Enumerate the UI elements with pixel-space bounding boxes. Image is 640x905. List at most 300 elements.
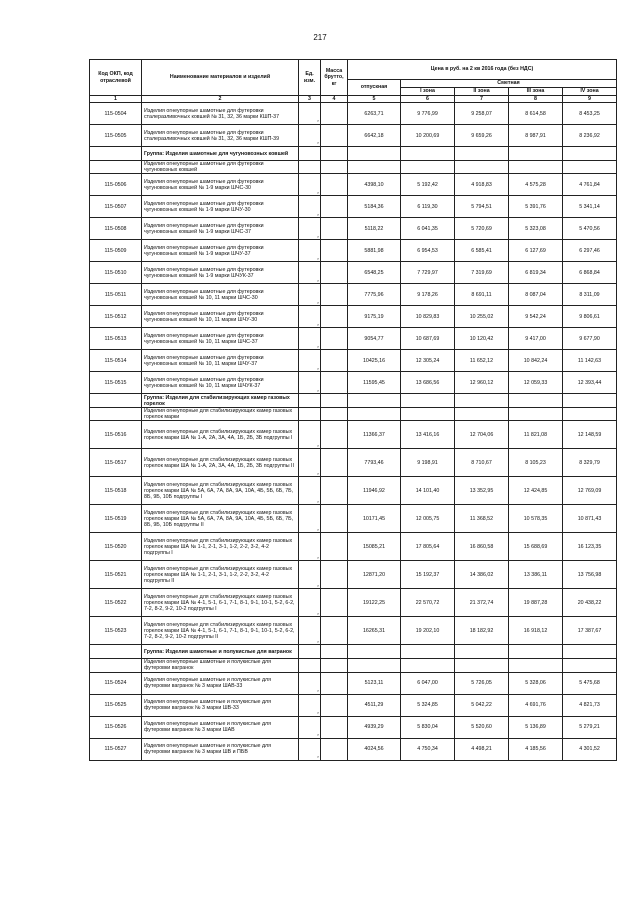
price-release: 12871,20: [348, 561, 401, 589]
price-zone-4: 5 341,14: [563, 196, 617, 218]
item-name: Изделия огнеупорные для стабилизирующих камер газовых горелок марки ША № 1-1, 2-1, 3-1, 1-2, 2-2, 3-2, 4-2 подгруппы II: [142, 561, 299, 589]
empty-cell: [563, 659, 617, 672]
price-zone-4: 11 142,63: [563, 350, 617, 372]
item-code: 115-0509: [90, 240, 142, 262]
group-title: Группа: Изделия для стабилизирующих камер газовых горелок: [142, 394, 299, 408]
price-release: 9054,77: [348, 328, 401, 350]
price-zone-3: 6 819,34: [509, 262, 563, 284]
item-code: 115-0525: [90, 694, 142, 716]
price-zone-3: 8 105,23: [509, 449, 563, 477]
table-row: [90, 477, 617, 505]
price-release: 6263,71: [348, 103, 401, 125]
colnum: 3: [299, 96, 321, 103]
price-zone-2: 8 710,67: [455, 449, 509, 477]
price-zone-4: 6 297,46: [563, 240, 617, 262]
header-price-title: Цена в руб. на 2 кв 2016 года (без НДС): [348, 60, 617, 80]
item-mass: [321, 477, 348, 505]
item-unit: [299, 738, 321, 760]
item-code: 115-0522: [90, 589, 142, 617]
price-release: 5881,98: [348, 240, 401, 262]
price-zone-2: 11 368,52: [455, 505, 509, 533]
price-zone-1: 5 324,85: [401, 694, 455, 716]
price-zone-3: 9 417,00: [509, 328, 563, 350]
group-title: Группа: Изделия шамотные и полукислые для вагранок: [142, 645, 299, 659]
empty-cell: [401, 659, 455, 672]
table-row: [90, 262, 617, 284]
empty-cell: [348, 147, 401, 161]
item-mass: [321, 372, 348, 394]
colnum: 8: [509, 96, 563, 103]
price-zone-2: 5 520,60: [455, 716, 509, 738]
item-code: 115-0521: [90, 561, 142, 589]
table-row: [90, 328, 617, 350]
row-code-empty: [90, 147, 142, 161]
item-unit: [299, 505, 321, 533]
item-name: Изделия огнеупорные для стабилизирующих камер газовых горелок марки ША № 1-А, 2А, 3А, 4А, 1Б, 2Б, 3Б подгруппы I: [142, 421, 299, 449]
item-code: 115-0511: [90, 284, 142, 306]
price-zone-1: 5 192,42: [401, 174, 455, 196]
empty-cell: [455, 161, 509, 174]
item-name: Изделия огнеупорные для стабилизирующих камер газовых горелок марки ША № 5А, 6А, 7А, 8А, 9А, 10А, 4Б, 5Б, 6Б, 7Б, 8Б, 9Б, 10Б подгруппы I: [142, 477, 299, 505]
empty-cell: [509, 408, 563, 421]
price-zone-4: 10 871,43: [563, 505, 617, 533]
table-row: [90, 505, 617, 533]
price-release: 11946,92: [348, 477, 401, 505]
table-row: [90, 350, 617, 372]
item-mass: [321, 284, 348, 306]
header-zone-4: IV зона: [563, 88, 617, 96]
table-row: [90, 449, 617, 477]
subgroup-title: Изделия огнеупорные для стабилизирующих камер газовых горелок марки: [142, 408, 299, 421]
price-zone-2: 4 918,83: [455, 174, 509, 196]
table-row: [90, 533, 617, 561]
price-zone-3: 9 542,24: [509, 306, 563, 328]
price-release: 7793,46: [348, 449, 401, 477]
price-zone-3: 5 391,76: [509, 196, 563, 218]
price-zone-1: 9 178,26: [401, 284, 455, 306]
price-release: 10171,45: [348, 505, 401, 533]
price-zone-3: 8 087,04: [509, 284, 563, 306]
empty-cell: [509, 659, 563, 672]
item-unit: [299, 372, 321, 394]
table-row: [90, 617, 617, 645]
item-code: 115-0513: [90, 328, 142, 350]
item-name: Изделия огнеупорные шамотные и полукислые для футеровки вагранок № 3 марки ШАВ-33: [142, 672, 299, 694]
item-code: 115-0527: [90, 738, 142, 760]
item-name: Изделия огнеупорные шамотные и полукислые для футеровки вагранок № 3 марки ШАВ: [142, 716, 299, 738]
price-release: 5118,22: [348, 218, 401, 240]
price-release: 15085,21: [348, 533, 401, 561]
item-unit: [299, 477, 321, 505]
price-zone-4: 13 756,98: [563, 561, 617, 589]
empty-cell: [455, 645, 509, 659]
item-code: 115-0516: [90, 421, 142, 449]
item-mass: [321, 617, 348, 645]
price-zone-4: 12 148,59: [563, 421, 617, 449]
item-unit: [299, 561, 321, 589]
price-zone-4: 9 677,90: [563, 328, 617, 350]
price-zone-1: 12 005,75: [401, 505, 455, 533]
item-code: 115-0523: [90, 617, 142, 645]
empty-cell: [509, 147, 563, 161]
empty-cell: [563, 394, 617, 408]
header-zone-3: III зона: [509, 88, 563, 96]
item-unit: [299, 672, 321, 694]
item-mass: [321, 103, 348, 125]
header-estimate: Сметная: [401, 80, 617, 88]
item-code: 115-0515: [90, 372, 142, 394]
item-name: Изделия огнеупорные шамотные для футеровки сталеразливочных ковшей № 31, 32, 36 марки КШП-37: [142, 103, 299, 125]
empty-cell: [321, 147, 348, 161]
price-zone-3: 5 136,89: [509, 716, 563, 738]
item-name: Изделия огнеупорные шамотные для футеровки чугуновозных ковшей № 1-9 марки ШЧУ-37: [142, 240, 299, 262]
price-zone-4: 8 236,92: [563, 125, 617, 147]
item-name: Изделия огнеупорные для стабилизирующих камер газовых горелок марки ША № 1-1, 2-1, 3-1, 1-2, 2-2, 3-2, 4-2 подгруппы I: [142, 533, 299, 561]
price-zone-2: 21 372,74: [455, 589, 509, 617]
price-release: 4511,29: [348, 694, 401, 716]
empty-cell: [299, 645, 321, 659]
price-zone-3: 6 127,69: [509, 240, 563, 262]
header-zone-1: I зона: [401, 88, 455, 96]
price-zone-4: 4 761,84: [563, 174, 617, 196]
price-zone-1: 5 830,04: [401, 716, 455, 738]
table-row: [90, 103, 617, 125]
item-unit: [299, 694, 321, 716]
row-code-empty: [90, 645, 142, 659]
empty-cell: [455, 408, 509, 421]
price-zone-1: 6 954,53: [401, 240, 455, 262]
item-code: 115-0517: [90, 449, 142, 477]
item-name: Изделия огнеупорные шамотные для футеровки чугуновозных ковшей № 1-9 марки ШЧС-37: [142, 218, 299, 240]
item-code: 115-0518: [90, 477, 142, 505]
item-code: 115-0504: [90, 103, 142, 125]
price-release: 5123,11: [348, 672, 401, 694]
item-code: 115-0506: [90, 174, 142, 196]
empty-cell: [348, 408, 401, 421]
price-zone-1: 17 805,64: [401, 533, 455, 561]
header-zone-2: II зона: [455, 88, 509, 96]
item-name: Изделия огнеупорные шамотные для футеровки чугуновозных ковшей № 1-9 марки ШЧУК-37: [142, 262, 299, 284]
table-row: [90, 125, 617, 147]
item-code: 115-0514: [90, 350, 142, 372]
price-zone-3: 8 614,58: [509, 103, 563, 125]
price-zone-2: 7 319,69: [455, 262, 509, 284]
price-zone-1: 9 776,99: [401, 103, 455, 125]
price-zone-2: 12 960,12: [455, 372, 509, 394]
empty-cell: [348, 659, 401, 672]
price-zone-3: 10 842,24: [509, 350, 563, 372]
item-code: 115-0512: [90, 306, 142, 328]
subgroup-title: Изделия огнеупорные шамотные для футеровки чугуновозных ковшей: [142, 161, 299, 174]
item-mass: [321, 716, 348, 738]
price-zone-4: 5 470,56: [563, 218, 617, 240]
price-zone-4: 8 311,09: [563, 284, 617, 306]
item-mass: [321, 421, 348, 449]
item-name: Изделия огнеупорные шамотные для футеровки чугуновозных ковшей № 10, 11 марки ШЧС-30: [142, 284, 299, 306]
item-name: Изделия огнеупорные шамотные и полукислые для футеровки вагранок № 3 марки ШВ-33: [142, 694, 299, 716]
item-code: 115-0520: [90, 533, 142, 561]
empty-cell: [401, 161, 455, 174]
item-code: 115-0507: [90, 196, 142, 218]
table-row: [90, 306, 617, 328]
price-zone-2: 5 726,05: [455, 672, 509, 694]
table-row: [90, 218, 617, 240]
price-zone-1: 22 570,72: [401, 589, 455, 617]
item-unit: [299, 449, 321, 477]
subgroup-row: [90, 161, 617, 174]
item-unit: [299, 533, 321, 561]
item-unit: [299, 617, 321, 645]
price-zone-3: 15 688,69: [509, 533, 563, 561]
empty-cell: [563, 161, 617, 174]
price-release: 19122,25: [348, 589, 401, 617]
item-name: Изделия огнеупорные для стабилизирующих камер газовых горелок марки ША № 4-1, 5-1, 6-1, 7-1, 8-1, 9-1, 10-1, 5-2, 6-2, 7-2, 8-2, 9-2, 10-2 подгруппы I: [142, 589, 299, 617]
empty-cell: [299, 394, 321, 408]
price-zone-4: 12 393,44: [563, 372, 617, 394]
item-unit: [299, 306, 321, 328]
price-release: 4024,56: [348, 738, 401, 760]
price-zone-2: 9 659,26: [455, 125, 509, 147]
price-zone-2: 5 794,51: [455, 196, 509, 218]
price-zone-3: 5 328,06: [509, 672, 563, 694]
empty-cell: [509, 645, 563, 659]
item-code: 115-0519: [90, 505, 142, 533]
table-row: [90, 672, 617, 694]
empty-cell: [321, 161, 348, 174]
empty-cell: [299, 161, 321, 174]
item-unit: [299, 125, 321, 147]
group-row: [90, 147, 617, 161]
price-zone-2: 10 120,42: [455, 328, 509, 350]
price-zone-1: 6 119,30: [401, 196, 455, 218]
price-zone-4: 8 329,79: [563, 449, 617, 477]
item-mass: [321, 174, 348, 196]
row-code-empty: [90, 659, 142, 672]
price-zone-4: 5 279,21: [563, 716, 617, 738]
item-name: Изделия огнеупорные шамотные для футеровки чугуновозных ковшей № 10, 11 марки ШЧС-37: [142, 328, 299, 350]
item-mass: [321, 672, 348, 694]
item-mass: [321, 306, 348, 328]
item-mass: [321, 350, 348, 372]
item-code: 115-0510: [90, 262, 142, 284]
price-zone-1: 9 198,91: [401, 449, 455, 477]
price-zone-3: 16 918,12: [509, 617, 563, 645]
subgroup-row: [90, 408, 617, 421]
price-zone-3: 10 578,35: [509, 505, 563, 533]
item-unit: [299, 716, 321, 738]
empty-cell: [348, 394, 401, 408]
item-code: 115-0508: [90, 218, 142, 240]
item-name: Изделия огнеупорные для стабилизирующих камер газовых горелок марки ША № 5А, 6А, 7А, 8А, 9А, 10А, 4Б, 5Б, 6Б, 7Б, 8Б, 9Б, 10Б подгруппы II: [142, 505, 299, 533]
colnum: 9: [563, 96, 617, 103]
empty-cell: [299, 659, 321, 672]
header-release: отпускная: [348, 80, 401, 96]
item-name: Изделия огнеупорные шамотные для футеровки чугуновозных ковшей № 1-9 марки ШЧУ-30: [142, 196, 299, 218]
item-unit: [299, 174, 321, 196]
price-release: 10425,16: [348, 350, 401, 372]
colnum: 4: [321, 96, 348, 103]
price-zone-1: 4 750,34: [401, 738, 455, 760]
price-zone-2: 16 860,58: [455, 533, 509, 561]
item-mass: [321, 218, 348, 240]
item-code: 115-0526: [90, 716, 142, 738]
row-code-empty: [90, 394, 142, 408]
empty-cell: [299, 147, 321, 161]
item-mass: [321, 240, 348, 262]
item-name: Изделия огнеупорные шамотные для футеровки чугуновозных ковшей № 10, 11 марки ШЧУ-30: [142, 306, 299, 328]
price-zone-2: 13 352,95: [455, 477, 509, 505]
table-row: [90, 694, 617, 716]
empty-cell: [563, 408, 617, 421]
table-row: [90, 589, 617, 617]
price-zone-3: 13 386,11: [509, 561, 563, 589]
price-release: 7775,96: [348, 284, 401, 306]
item-unit: [299, 328, 321, 350]
empty-cell: [401, 147, 455, 161]
item-mass: [321, 561, 348, 589]
price-release: 9175,19: [348, 306, 401, 328]
empty-cell: [455, 394, 509, 408]
price-zone-1: 10 200,69: [401, 125, 455, 147]
price-zone-2: 5 042,22: [455, 694, 509, 716]
price-zone-2: 9 258,07: [455, 103, 509, 125]
price-zone-4: 5 475,68: [563, 672, 617, 694]
empty-cell: [455, 659, 509, 672]
price-zone-3: 4 185,56: [509, 738, 563, 760]
item-mass: [321, 262, 348, 284]
empty-cell: [321, 645, 348, 659]
item-mass: [321, 589, 348, 617]
colnum: 5: [348, 96, 401, 103]
table-row: [90, 284, 617, 306]
item-name: Изделия огнеупорные шамотные для футеровки чугуновозных ковшей № 1-9 марки ШЧС-30: [142, 174, 299, 196]
group-row: [90, 394, 617, 408]
item-mass: [321, 125, 348, 147]
price-zone-4: 6 868,84: [563, 262, 617, 284]
empty-cell: [455, 147, 509, 161]
page-number: 217: [313, 33, 327, 42]
price-table: [89, 59, 617, 761]
header-unit: Ед. изм.: [299, 60, 321, 96]
item-unit: [299, 103, 321, 125]
empty-cell: [348, 645, 401, 659]
price-zone-1: 6 047,00: [401, 672, 455, 694]
price-zone-2: 11 652,12: [455, 350, 509, 372]
table-row: [90, 738, 617, 760]
subgroup-title: Изделия огнеупорные шамотные и полукислые для футеровки вагранок: [142, 659, 299, 672]
price-release: 6642,18: [348, 125, 401, 147]
price-zone-4: 4 301,52: [563, 738, 617, 760]
item-mass: [321, 196, 348, 218]
price-zone-3: 8 987,91: [509, 125, 563, 147]
colnum: 7: [455, 96, 509, 103]
price-zone-1: 14 101,40: [401, 477, 455, 505]
item-mass: [321, 694, 348, 716]
price-zone-1: 10 687,69: [401, 328, 455, 350]
price-zone-3: 11 821,08: [509, 421, 563, 449]
price-release: 4398,10: [348, 174, 401, 196]
item-unit: [299, 240, 321, 262]
header-mass: Масса брутто, кг: [321, 60, 348, 96]
empty-cell: [509, 394, 563, 408]
price-zone-4: 4 821,73: [563, 694, 617, 716]
price-zone-4: 9 806,61: [563, 306, 617, 328]
item-mass: [321, 738, 348, 760]
price-zone-4: 12 769,09: [563, 477, 617, 505]
table-row: [90, 196, 617, 218]
price-zone-3: 5 323,08: [509, 218, 563, 240]
table-row: [90, 372, 617, 394]
item-name: Изделия огнеупорные шамотные для футеровки сталеразливочных ковшей № 31, 32, 36 марки КШП-39: [142, 125, 299, 147]
price-release: 11366,37: [348, 421, 401, 449]
price-zone-4: 8 453,25: [563, 103, 617, 125]
item-mass: [321, 533, 348, 561]
header-code: Код ОКП, код отраслевой: [90, 60, 142, 96]
item-name: Изделия огнеупорные для стабилизирующих камер газовых горелок марки ША № 1-А, 2А, 3А, 4А, 1Б, 2Б, 3Б подгруппы II: [142, 449, 299, 477]
item-mass: [321, 328, 348, 350]
price-zone-3: 12 424,85: [509, 477, 563, 505]
item-name: Изделия огнеупорные шамотные и полукислые для футеровки вагранок № 3 марки ШВ и ПБВ: [142, 738, 299, 760]
colnum: 2: [142, 96, 299, 103]
price-zone-3: 12 059,33: [509, 372, 563, 394]
price-zone-1: 13 686,56: [401, 372, 455, 394]
empty-cell: [321, 408, 348, 421]
price-zone-4: 20 438,22: [563, 589, 617, 617]
item-unit: [299, 218, 321, 240]
price-zone-1: 13 416,16: [401, 421, 455, 449]
price-release: 11595,45: [348, 372, 401, 394]
empty-cell: [299, 408, 321, 421]
price-zone-1: 12 305,24: [401, 350, 455, 372]
price-zone-2: 14 386,02: [455, 561, 509, 589]
item-mass: [321, 449, 348, 477]
item-unit: [299, 421, 321, 449]
table-row: [90, 421, 617, 449]
price-zone-2: 18 182,92: [455, 617, 509, 645]
row-code-empty: [90, 161, 142, 174]
price-zone-1: 10 829,83: [401, 306, 455, 328]
empty-cell: [401, 645, 455, 659]
table-row: [90, 174, 617, 196]
price-release: 5184,36: [348, 196, 401, 218]
price-zone-1: 6 041,35: [401, 218, 455, 240]
price-zone-1: 15 192,37: [401, 561, 455, 589]
empty-cell: [348, 161, 401, 174]
empty-cell: [563, 147, 617, 161]
price-zone-2: 6 585,41: [455, 240, 509, 262]
empty-cell: [509, 161, 563, 174]
item-unit: [299, 284, 321, 306]
item-name: Изделия огнеупорные для стабилизирующих камер газовых горелок марки ША № 4-1, 5-1, 6-1, 7-1, 8-1, 9-1, 10-1, 5-2, 6-2, 7-2, 8-2, 9-2, 10-2 подгруппы II: [142, 617, 299, 645]
price-zone-1: 19 202,10: [401, 617, 455, 645]
item-name: Изделия огнеупорные шамотные для футеровки чугуновозных ковшей № 10, 11 марки ШЧУК-37: [142, 372, 299, 394]
item-code: 115-0524: [90, 672, 142, 694]
colnum: 1: [90, 96, 142, 103]
item-unit: [299, 589, 321, 617]
item-mass: [321, 505, 348, 533]
colnum: 6: [401, 96, 455, 103]
subgroup-row: [90, 659, 617, 672]
group-title: Группа: Изделия шамотные для чугуновозных ковшей: [142, 147, 299, 161]
empty-cell: [321, 394, 348, 408]
item-code: 115-0505: [90, 125, 142, 147]
table-row: [90, 561, 617, 589]
price-zone-3: 4 691,76: [509, 694, 563, 716]
price-zone-2: 12 704,06: [455, 421, 509, 449]
price-zone-2: 4 498,21: [455, 738, 509, 760]
price-zone-4: 17 387,67: [563, 617, 617, 645]
price-release: 4939,29: [348, 716, 401, 738]
